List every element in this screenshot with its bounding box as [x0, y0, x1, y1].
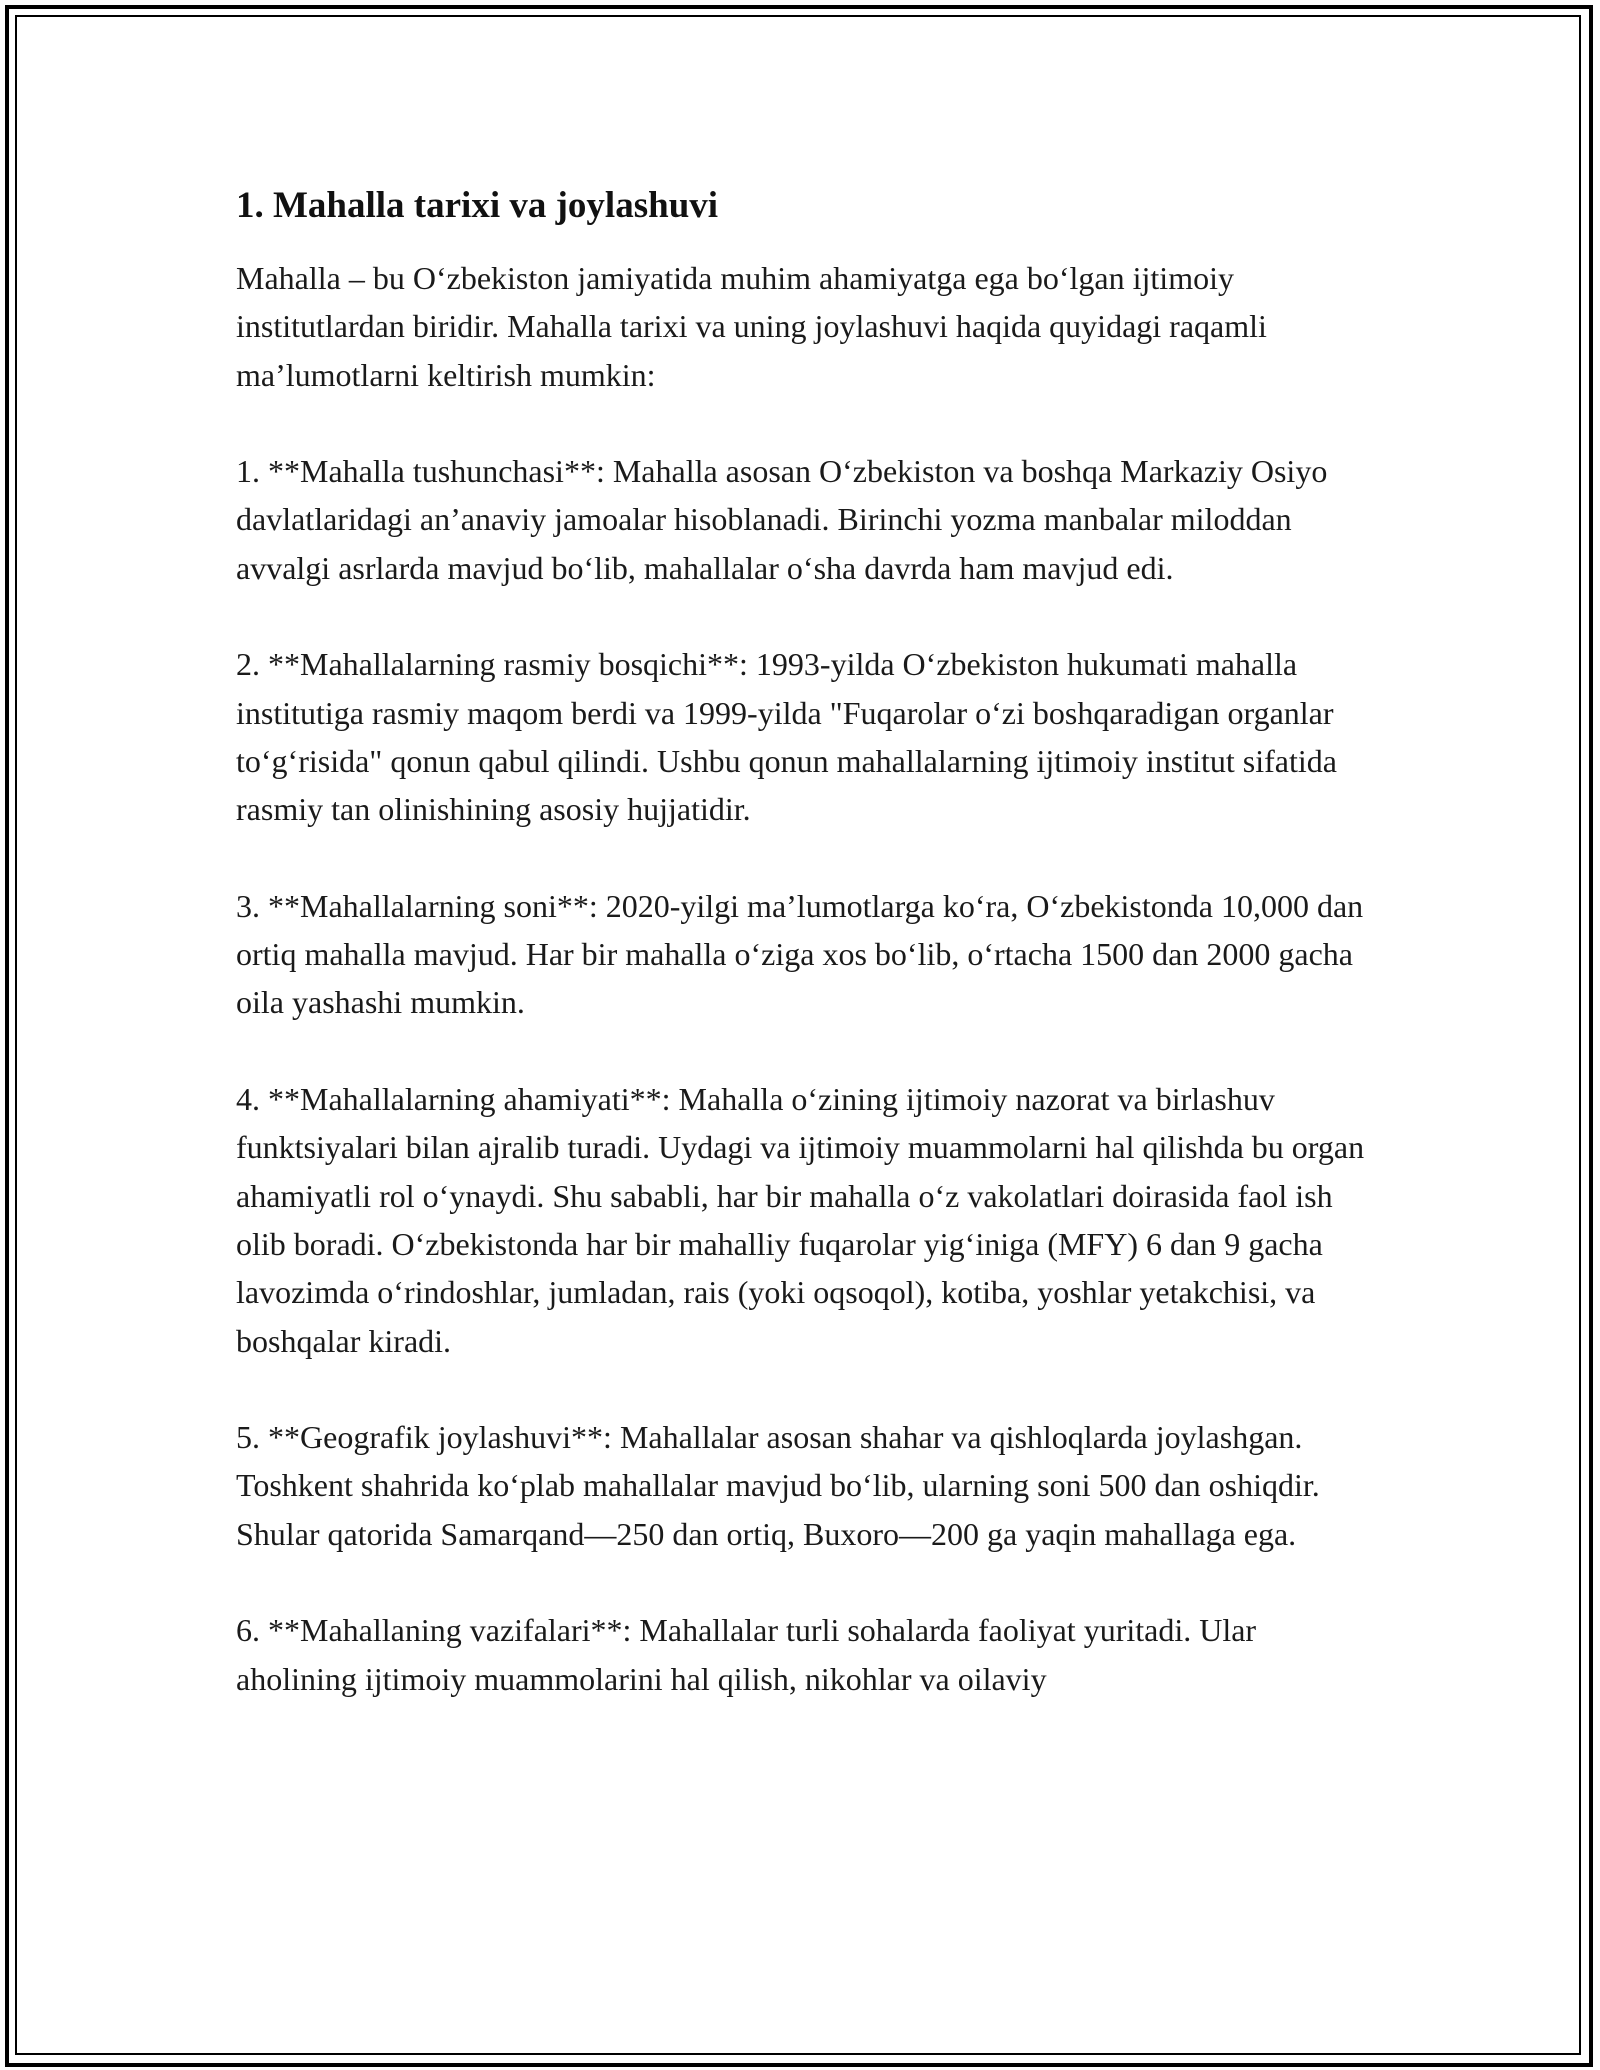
list-item-official-stage: 2. **Mahallalarning rasmiy bosqichi**: 1993-yilda O‘zbekiston hukumati mahalla institutiga rasmiy maqom berdi va 1999-yilda "Fuqarolar o‘zi boshqaradigan organlar to‘g‘risida" qonun qabul qilindi. Ushbu qonun mahallalarning ijtimoiy institut sifatida rasmiy tan olinishining asosiy hujjatidir. [236, 646, 1337, 828]
list-item-geography: 5. **Geografik joylashuvi**: Mahallalar asosan shahar va qishloqlarda joylashgan. Toshkent shahrida ko‘plab mahallalar mavjud bo‘lib, ularning soni 500 dan oshiqdir. Shular qatorida Samarqand—250 dan ortiq, Buxoro—200 ga yaqin mahallaga ega. [236, 1419, 1320, 1552]
section-heading: 1. Mahalla tarixi va joylashuvi [236, 185, 719, 226]
list-item-mahalla-count: 3. **Mahallalarning soni**: 2020-yilgi ma’lumotlarga ko‘ra, O‘zbekistonda 10,000 dan ortiq mahalla mavjud. Har bir mahalla o‘ziga xos bo‘lib, o‘rtacha 1500 dan 2000 gacha oila yashashi mumkin. [236, 887, 1364, 1021]
document-page [236, 182, 1376, 1703]
list-item-mahalla-concept: 1. **Mahalla tushunchasi**: Mahalla asosan O‘zbekiston va boshqa Markaziy Osiyo davlatlaridagi an’anaviy jamoalar hisoblanadi. Birinchi yozma manbalar miloddan avvalgi asrlarda mavjud bo‘lib, mahallalar o‘sha davrda ham mavjud edi. [236, 453, 1328, 586]
list-item-functions: 6. **Mahallaning vazifalari**: Mahallalar turli sohalarda faoliyat yuritadi. Ular aholining ijtimoiy muammolarini hal qilish, nikohlar va oilaviy [236, 1612, 1257, 1697]
intro-paragraph: Mahalla – bu O‘zbekiston jamiyatida muhim ahamiyatga ega bo‘lgan ijtimoiy institutlardan biridir. Mahalla tarixi va uning joylashuvi haqida quyidagi raqamli ma’lumotlarni keltirish mumkin: [236, 260, 1267, 393]
list-item-importance: 4. **Mahallalarning ahamiyati**: Mahalla o‘zining ijtimoiy nazorat va birlashuv funktsiyalari bilan ajralib turadi. Uydagi va ijtimoiy muammolarni hal qilishda bu organ ahamiyatli rol o‘ynaydi. Shu sababli, har bir mahalla o‘z vakolatlari doirasida faol ish olib boradi. O‘zbekistonda har bir mahalliy fuqarolar yig‘iniga (MFY) 6 dan 9 gacha lavozimda o‘rindoshlar, jumladan, rais (yoki oqsoqol), kotiba, yoshlar yetakchisi, va boshqalar kiradi. [236, 1081, 1365, 1359]
